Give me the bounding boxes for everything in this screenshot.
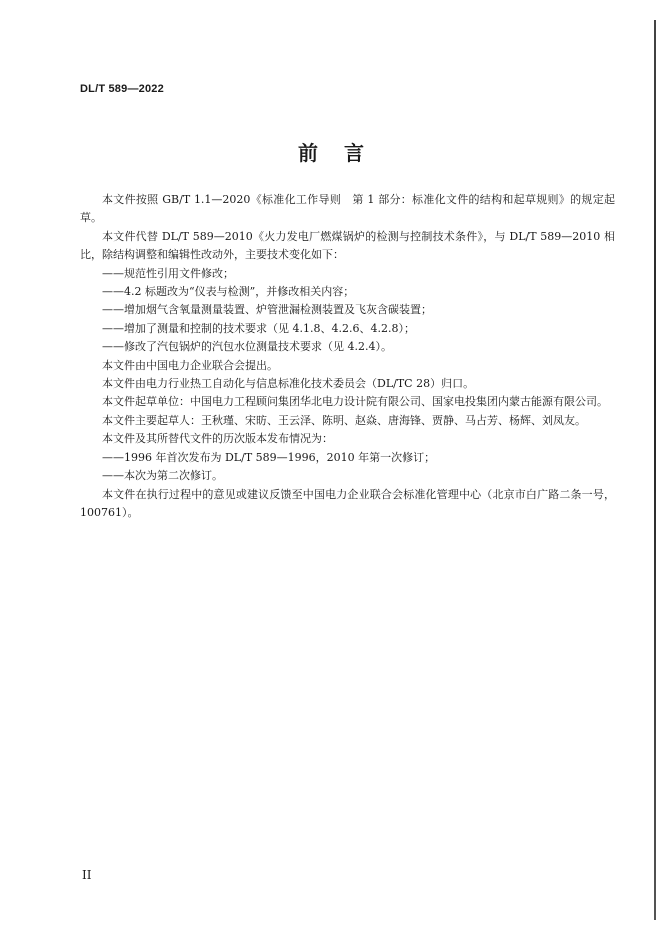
change-item: ——规范性引用文件修改；	[102, 266, 234, 280]
foreword-body	[80, 191, 615, 522]
scan-edge-line	[654, 20, 656, 920]
change-item: ——修改了汽包锅炉的汽包水位测量技术要求（见 4.2.4）。	[102, 340, 392, 354]
history-item: ——本次为第二次修订。	[102, 469, 223, 483]
paragraph-replacement: 本文件代替 DL/T 589—2010《火力发电厂燃煤锅炉的检测与控制技术条件》，与 DL/T 589—2010 相比，除结构调整和编辑性改动外，主要技术变化如下：	[80, 229, 615, 262]
paragraph-history-intro: 本文件及其所替代文件的历次版本发布情况为：	[102, 432, 333, 446]
paragraph-drafting-rules: 本文件按照 GB/T 1.1—2020《标准化工作导则 第 1 部分：标准化文件的结构和起草规则》的规定起草。	[80, 193, 615, 225]
paragraph-proposer: 本文件由中国电力企业联合会提出。	[102, 358, 278, 372]
history-item: ——1996 年首次发布为 DL/T 589—1996，2010 年第一次修订；	[102, 450, 436, 464]
change-item: ——增加了测量和控制的技术要求（见 4.1.8、4.2.6、4.2.8）；	[102, 321, 415, 335]
paragraph-drafters: 本文件主要起草人：王秋瑾、宋昉、王云泽、陈明、赵焱、唐海锋、贾静、马占芳、杨辉、刘凤友。	[102, 413, 586, 427]
page-number: II	[82, 868, 92, 882]
paragraph-committee: 本文件由电力行业热工自动化与信息标准化技术委员会（DL/TC 28）归口。	[102, 377, 475, 391]
change-item: ——4.2 标题改为“仪表与检测”，并修改相关内容；	[102, 285, 355, 299]
paragraph-feedback: 本文件在执行过程中的意见或建议反馈至中国电力企业联合会标准化管理中心（北京市白广路二条一号，100761）。	[80, 487, 615, 519]
page-title: 前言	[298, 141, 390, 165]
change-item: ——增加烟气含氧量测量装置、炉管泄漏检测装置及飞灰含碳装置；	[102, 303, 432, 317]
standard-code: DL/T 589—2022	[80, 83, 164, 95]
paragraph-drafting-units: 本文件起草单位：中国电力工程顾问集团华北电力设计院有限公司、国家电投集团内蒙古能源有限公司。	[102, 395, 608, 409]
